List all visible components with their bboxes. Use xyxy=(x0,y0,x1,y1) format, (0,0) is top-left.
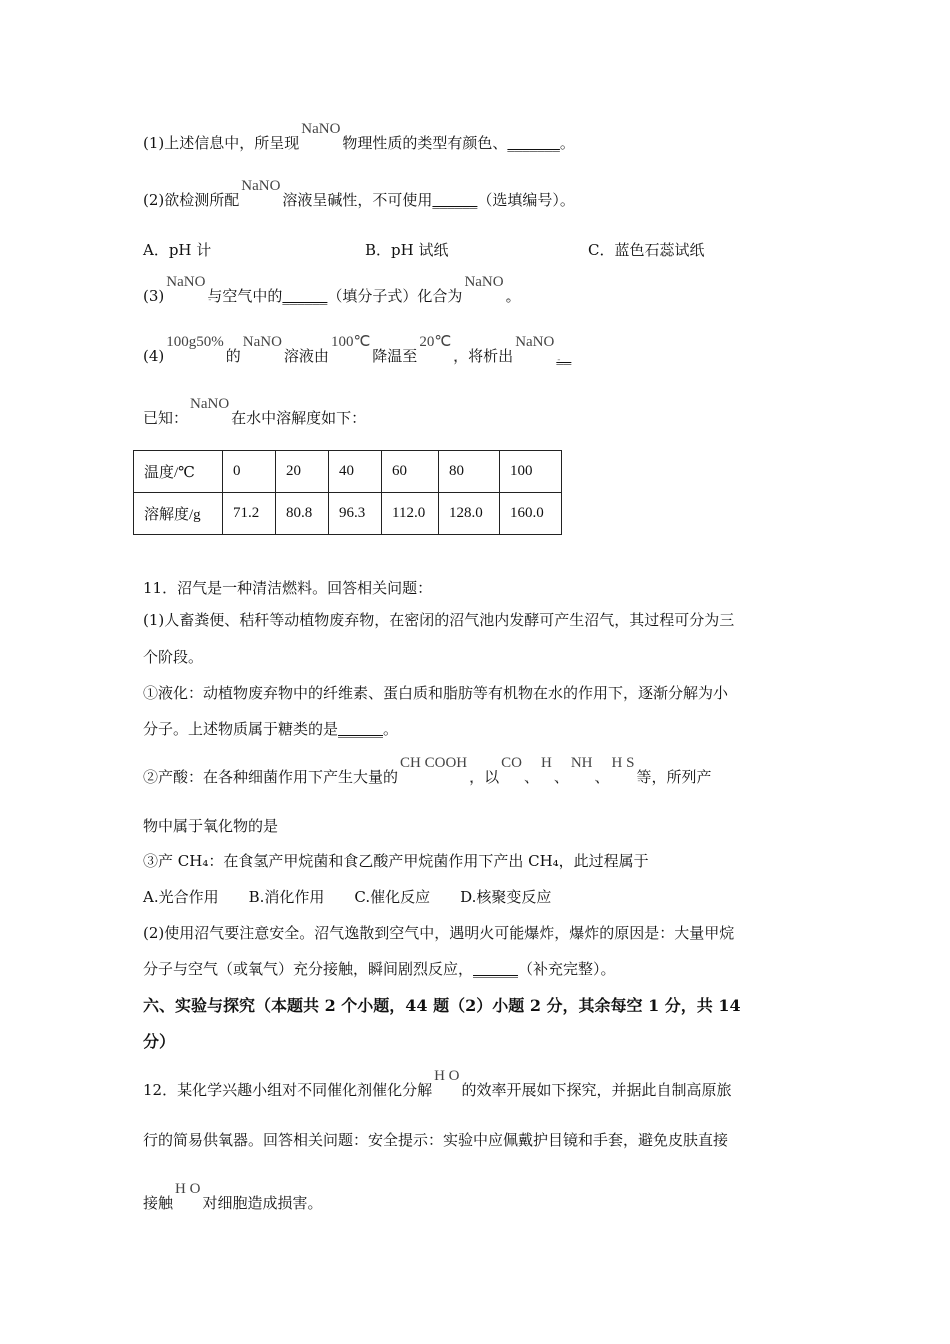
text-segment: A.光合作用 B.消化作用 C.催化反应 D.核聚变反应 xyxy=(143,888,552,906)
text-line xyxy=(143,274,521,307)
text-segment: 。 xyxy=(559,134,575,152)
text-segment: ，以 xyxy=(469,768,500,786)
answer-blank: ______ xyxy=(282,287,328,305)
table-cell: 80 xyxy=(439,451,500,493)
text-segment: 溶液由 xyxy=(283,347,329,365)
text-segment: (2)使用沼气要注意安全。沼气逸散到空气中，遇明火可能爆炸，爆炸的原因是：大量甲烷 xyxy=(143,924,735,942)
table-cell: 160.0 xyxy=(500,493,562,535)
text-segment: 溶液呈碱性，不可使用 xyxy=(282,191,433,209)
answer-blank: __ xyxy=(556,347,572,365)
text-line xyxy=(143,396,367,429)
table-cell: 0 xyxy=(223,451,276,493)
text-line xyxy=(143,240,211,260)
text-line xyxy=(143,1068,732,1101)
text-line xyxy=(143,851,649,871)
text-line xyxy=(143,959,616,979)
text-segment: 已知： xyxy=(143,409,189,427)
text-segment: 的 xyxy=(225,347,241,365)
table-cell: 20 xyxy=(276,451,329,493)
table-cell: 128.0 xyxy=(439,493,500,535)
text-segment: 的效率开展如下探究，并据此自制高原旅 xyxy=(461,1081,732,1099)
text-line xyxy=(143,683,728,703)
text-segment: ③产 CH₄：在食氢产甲烷菌和食乙酸产甲烷菌作用下产出 CH₄，此过程属于 xyxy=(143,852,649,870)
text-segment: 、 xyxy=(594,768,610,786)
chem-formula: 20℃ - xyxy=(419,332,451,352)
text-segment: 、 xyxy=(553,768,569,786)
table-cell: 40 xyxy=(329,451,382,493)
table-row xyxy=(134,451,562,493)
text-segment: 行的简易供氧器。回答相关问题：安全提示：实验中应佩戴护目镜和手套，避免皮肤直接 xyxy=(143,1131,729,1149)
table-cell: 112.0 xyxy=(382,493,439,535)
chem-formula: 100℃ - xyxy=(331,332,370,352)
text-line xyxy=(143,887,551,907)
text-segment: 。 xyxy=(383,720,399,738)
chem-formula: NaNO - xyxy=(464,272,503,292)
text-segment: 在水中溶解度如下： xyxy=(231,409,367,427)
text-segment: （选填编号）。 xyxy=(477,191,575,209)
chem-formula: H - xyxy=(541,753,552,773)
section-heading xyxy=(143,996,741,1016)
text-segment: 个阶段。 xyxy=(143,648,204,666)
text-segment: 、 xyxy=(523,768,539,786)
chem-formula: NaNO - xyxy=(241,176,280,196)
table-cell: 80.8 xyxy=(276,493,329,535)
chem-formula: CO - xyxy=(501,753,522,773)
table-row xyxy=(134,493,562,535)
chem-formula: NH - xyxy=(571,753,593,773)
answer-blank: ______ xyxy=(338,720,384,738)
chem-formula: NaNO - xyxy=(243,332,282,352)
text-segment: 等，所列产 xyxy=(636,768,712,786)
section-heading xyxy=(143,1032,175,1052)
text-line xyxy=(143,1181,323,1214)
chem-formula: NaNO - xyxy=(166,272,205,292)
text-segment: ②产酸：在各种细菌作用下产生大量的 xyxy=(143,768,399,786)
text-segment: 11．沼气是一种清洁燃料。回答相关问题： xyxy=(143,579,433,597)
text-segment: 分子。上述物质属于糖类的是 xyxy=(143,720,339,738)
text-segment: (1)人畜粪便、秸秆等动植物废弃物，在密闭的沼气池内发酵可产生沼气，其过程可分为三 xyxy=(143,611,735,629)
chem-formula: H S - xyxy=(612,753,635,773)
text-segment: ①液化：动植物废弃物中的纤维素、蛋白质和脂肪等有机物在水的作用下，逐渐分解为小 xyxy=(143,684,729,702)
table-cell: 温度/℃ xyxy=(134,451,223,493)
text-segment: 物理性质的类型有颜色、 xyxy=(342,134,508,152)
text-segment: 物中属于氧化物的是 xyxy=(143,817,279,835)
text-segment: 与空气中的 xyxy=(207,287,283,305)
text-segment: （填分子式）化合为 xyxy=(327,287,463,305)
chem-formula: CH COOH - xyxy=(400,753,467,773)
text-segment: 12．某化学兴趣小组对不同催化剂催化分解 xyxy=(143,1081,433,1099)
text-line xyxy=(143,578,432,598)
text-segment: (4) xyxy=(143,347,165,365)
text-line xyxy=(143,923,734,943)
option-b: B．pH 试纸 xyxy=(365,241,449,259)
text-segment: 分） xyxy=(143,1032,176,1051)
text-line xyxy=(143,178,575,211)
text-segment: A．pH 计 xyxy=(143,241,212,259)
text-line xyxy=(143,1130,728,1150)
text-line xyxy=(143,647,203,667)
table-cell: 60 xyxy=(382,451,439,493)
text-segment: (1)上述信息中，所呈现 xyxy=(143,134,300,152)
answer-blank: _______ xyxy=(507,134,560,152)
table-cell: 71.2 xyxy=(223,493,276,535)
solubility-table xyxy=(133,450,562,535)
chem-formula: H O - xyxy=(434,1066,459,1086)
option-c: C．蓝色石蕊试纸 xyxy=(588,241,705,259)
table-cell: 96.3 xyxy=(329,493,382,535)
text-segment: 。 xyxy=(505,287,521,305)
table-cell: 100 xyxy=(500,451,562,493)
text-segment: ，将析出 xyxy=(453,347,514,365)
chem-formula: 100g50% - xyxy=(166,332,224,352)
answer-blank: ______ xyxy=(432,191,478,209)
table-cell: 溶解度/g xyxy=(134,493,223,535)
text-segment: （补充完整）。 xyxy=(518,960,616,978)
chem-formula: NaNO - xyxy=(301,119,340,139)
text-line xyxy=(143,334,572,367)
text-line xyxy=(143,816,278,836)
chem-formula: NaNO - xyxy=(515,332,554,352)
text-line xyxy=(143,121,575,154)
answer-blank: ______ xyxy=(473,960,519,978)
chem-formula: H O - xyxy=(175,1179,200,1199)
text-segment: (3) xyxy=(143,287,165,305)
chem-formula: NaNO - xyxy=(190,394,229,414)
text-segment: 六、实验与探究（本题共 2 个小题，44 题（2）小题 2 分，其余每空 1 分，共 14 xyxy=(143,996,741,1015)
text-segment: 对细胞造成损害。 xyxy=(202,1194,323,1212)
text-line xyxy=(143,610,734,630)
text-segment: 接触 xyxy=(143,1194,174,1212)
text-line xyxy=(143,755,712,788)
text-segment: 分子与空气（或氧气）充分接触，瞬间剧烈反应， xyxy=(143,960,474,978)
text-segment: (2)欲检测所配 xyxy=(143,191,240,209)
text-line xyxy=(143,719,398,739)
text-segment: 降温至 xyxy=(372,347,418,365)
